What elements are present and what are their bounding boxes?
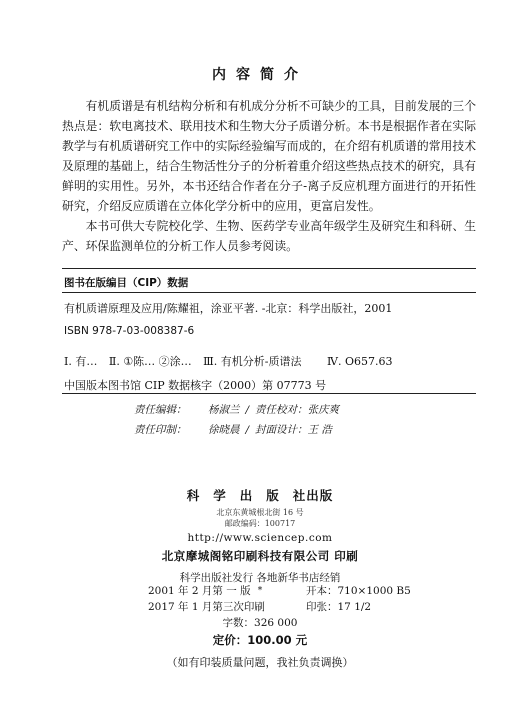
- editors-row: [134, 420, 464, 440]
- publisher-url: http://www.sciencep.com: [187, 532, 333, 544]
- book-format: 开本：710×1000 B5: [306, 585, 411, 597]
- print-date: 2017 年 1 月第三次印刷: [148, 601, 265, 613]
- intro-text: [62, 96, 476, 256]
- print-sheets: 印张：17 1/2: [306, 601, 372, 613]
- publisher-name-main: 科学出版: [186, 488, 293, 503]
- cip-class-item: Ⅰ. 有…: [64, 355, 98, 368]
- intro-title: 内容简介: [212, 67, 308, 83]
- divider-cip-bottom: [62, 393, 476, 394]
- separator: /: [245, 404, 250, 416]
- print-supervisor-name: 徐晓晨: [208, 424, 240, 436]
- print-supervisor-label: 责任印制：: [134, 424, 187, 436]
- cip-class-item: Ⅲ. 有机分析-质谱法: [203, 355, 302, 368]
- publisher-street: 北京东黄城根北街 16 号: [216, 508, 304, 517]
- distributor: 科学出版社发行 各地新华书店经销: [179, 572, 341, 584]
- cip-china-number: 中国版本图书馆 CIP 数据核字（2000）第 07773 号: [64, 379, 327, 392]
- cip-isbn: ISBN 978-7-03-008387-6: [64, 325, 195, 337]
- cip-class-item: Ⅳ. O657.63: [327, 355, 393, 368]
- publisher-name-suffix: 社出版: [292, 488, 334, 503]
- cip-classification: [64, 350, 476, 374]
- publisher-block: [0, 486, 520, 597]
- intro-paragraph: 本书可供大专院校化学、生物、医药学专业高年级学生及研究生和科研、生产、环保监测单位的分析工作人员参考阅读。: [62, 219, 476, 253]
- proofreader-name: 张庆爽: [307, 404, 340, 416]
- editors-block: [134, 400, 464, 440]
- cover-designer-label: 封面设计：: [255, 424, 308, 436]
- quality-note: （如有印装质量问题，我社负责调换）: [166, 656, 354, 669]
- publisher-address: [0, 507, 520, 529]
- proofreader-label: 责任校对：: [255, 404, 308, 416]
- separator: /: [245, 424, 250, 436]
- editor-name: 杨淑兰: [208, 404, 240, 416]
- cover-designer-name: 王 浩: [307, 424, 332, 436]
- intro-paragraph: 有机质谱是有机结构分析和有机成分分析不可缺少的工具，目前发展的三个热点是：软电离技术、联用技术和生物大分子质谱分析。本书是根据作者在实际教学与有机质谱研究工作中的实际经验编写而成的，在介绍有机质谱的常用技术及原理的基础上，结合生物活性分子的分析着重介绍这些热点技术的研究，具有鲜明的实用性。另外，本书还结合作者在分子-离子反应机理方面进行的开拓性研究，介绍反应质谱在立体化学分析中的应用，更富启发性。: [62, 99, 476, 213]
- cip-data: [64, 298, 476, 398]
- edition-date: 2001 年 2 月第 一 版: [148, 585, 251, 597]
- printer-name: 北京摩城阁铭印刷科技有限公司 印刷: [161, 549, 359, 563]
- star-mark: *: [257, 586, 263, 596]
- publisher-postcode: 邮政编码：100717: [224, 519, 296, 528]
- cip-heading: 图书在版编目（CIP）数据: [64, 277, 189, 289]
- editor-label: 责任编辑：: [134, 404, 187, 416]
- price: 定价：100.00 元: [212, 633, 308, 647]
- publisher-name: [0, 486, 520, 504]
- editors-row: [134, 400, 464, 420]
- edition-row: [0, 599, 520, 615]
- cip-book-line: 有机质谱原理及应用/陈耀祖，涂亚平著. -北京：科学出版社，2001: [64, 302, 393, 315]
- divider-top: [62, 268, 476, 269]
- cip-class-item: Ⅱ. ①陈… ②涂…: [108, 355, 192, 368]
- edition-row: [0, 583, 520, 599]
- divider-cip-heading: [62, 292, 476, 293]
- word-count: 字数：326 000: [222, 617, 298, 629]
